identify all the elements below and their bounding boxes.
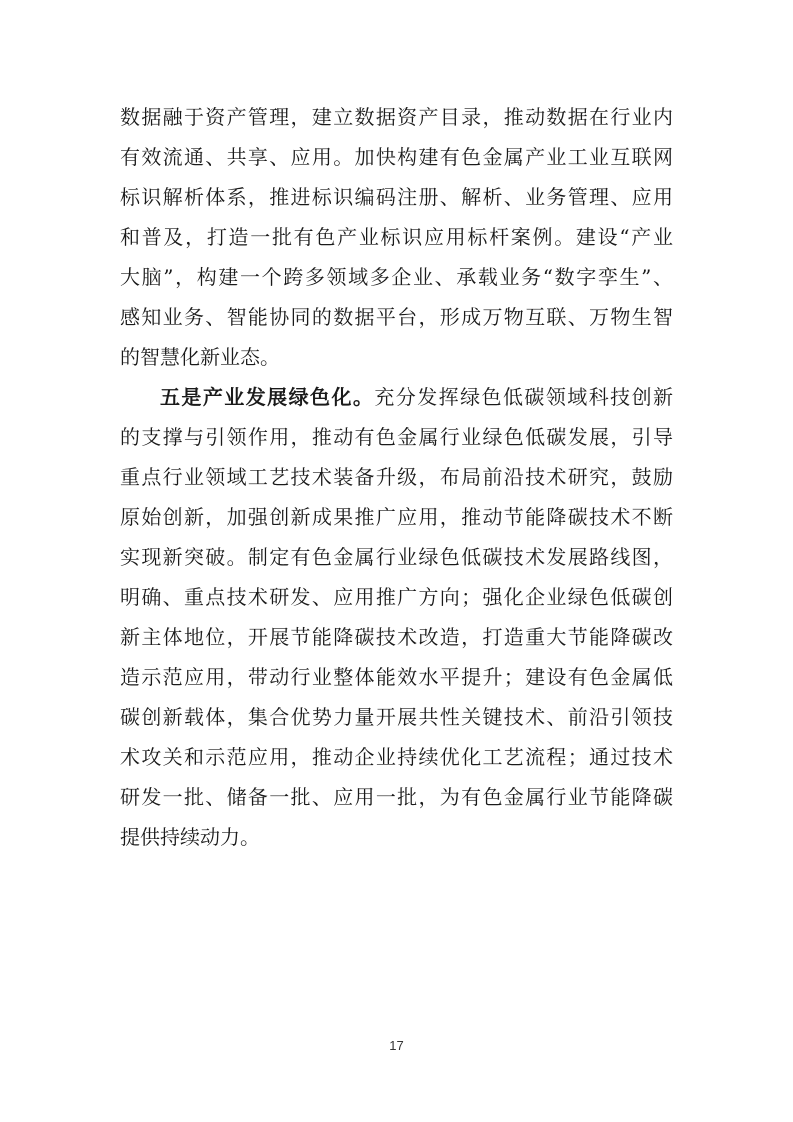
text-line: 大脑”，构建一个跨多领域多企业、承载业务“数字孪生”、	[120, 265, 673, 289]
text-line: 提供持续动力。	[120, 825, 260, 849]
text-line: 新主体地位，开展节能降碳技术改造，打造重大节能降碳改	[120, 625, 673, 649]
text-line: 碳创新载体，集合优势力量开展共性关键技术、前沿引领技	[120, 705, 673, 729]
text-line: 研发一批、储备一批、应用一批，为有色金属行业节能降碳	[120, 785, 673, 809]
text-line: 和普及，打造一批有色产业标识应用标杆案例。建设“产业	[120, 225, 673, 249]
text-line: 实现新突破。制定有色金属行业绿色低碳技术发展路线图，	[120, 545, 673, 569]
text-line: 明确、重点技术研发、应用推广方向；强化企业绿色低碳创	[120, 585, 673, 609]
text-line: 原始创新，加强创新成果推广应用，推动节能降碳技术不断	[120, 505, 673, 529]
text-line: 术攻关和示范应用，推动企业持续优化工艺流程；通过技术	[120, 745, 673, 769]
text-line: 重点行业领域工艺技术装备升级，布局前沿技术研究，鼓励	[120, 465, 673, 489]
paragraph-heading: 五是产业发展绿色化。	[160, 385, 375, 409]
text-line-first	[160, 380, 673, 414]
heading-continuation: 充分发挥绿色低碳领域科技创新	[374, 385, 674, 409]
text-line: 标识解析体系，推进标识编码注册、解析、业务管理、应用	[120, 185, 673, 209]
text-line: 的智慧化新业态。	[120, 345, 280, 369]
text-line: 造示范应用，带动行业整体能效水平提升；建设有色金属低	[120, 665, 673, 689]
text-line: 有效流通、共享、应用。加快构建有色金属产业工业互联网	[120, 145, 673, 169]
text-line: 感知业务、智能协同的数据平台，形成万物互联、万物生智	[120, 305, 673, 329]
text-line: 的支撑与引领作用，推动有色金属行业绿色低碳发展，引导	[120, 425, 673, 449]
page-number: 17	[389, 1038, 404, 1053]
text-line: 数据融于资产管理，建立数据资产目录，推动数据在行业内	[120, 105, 673, 129]
